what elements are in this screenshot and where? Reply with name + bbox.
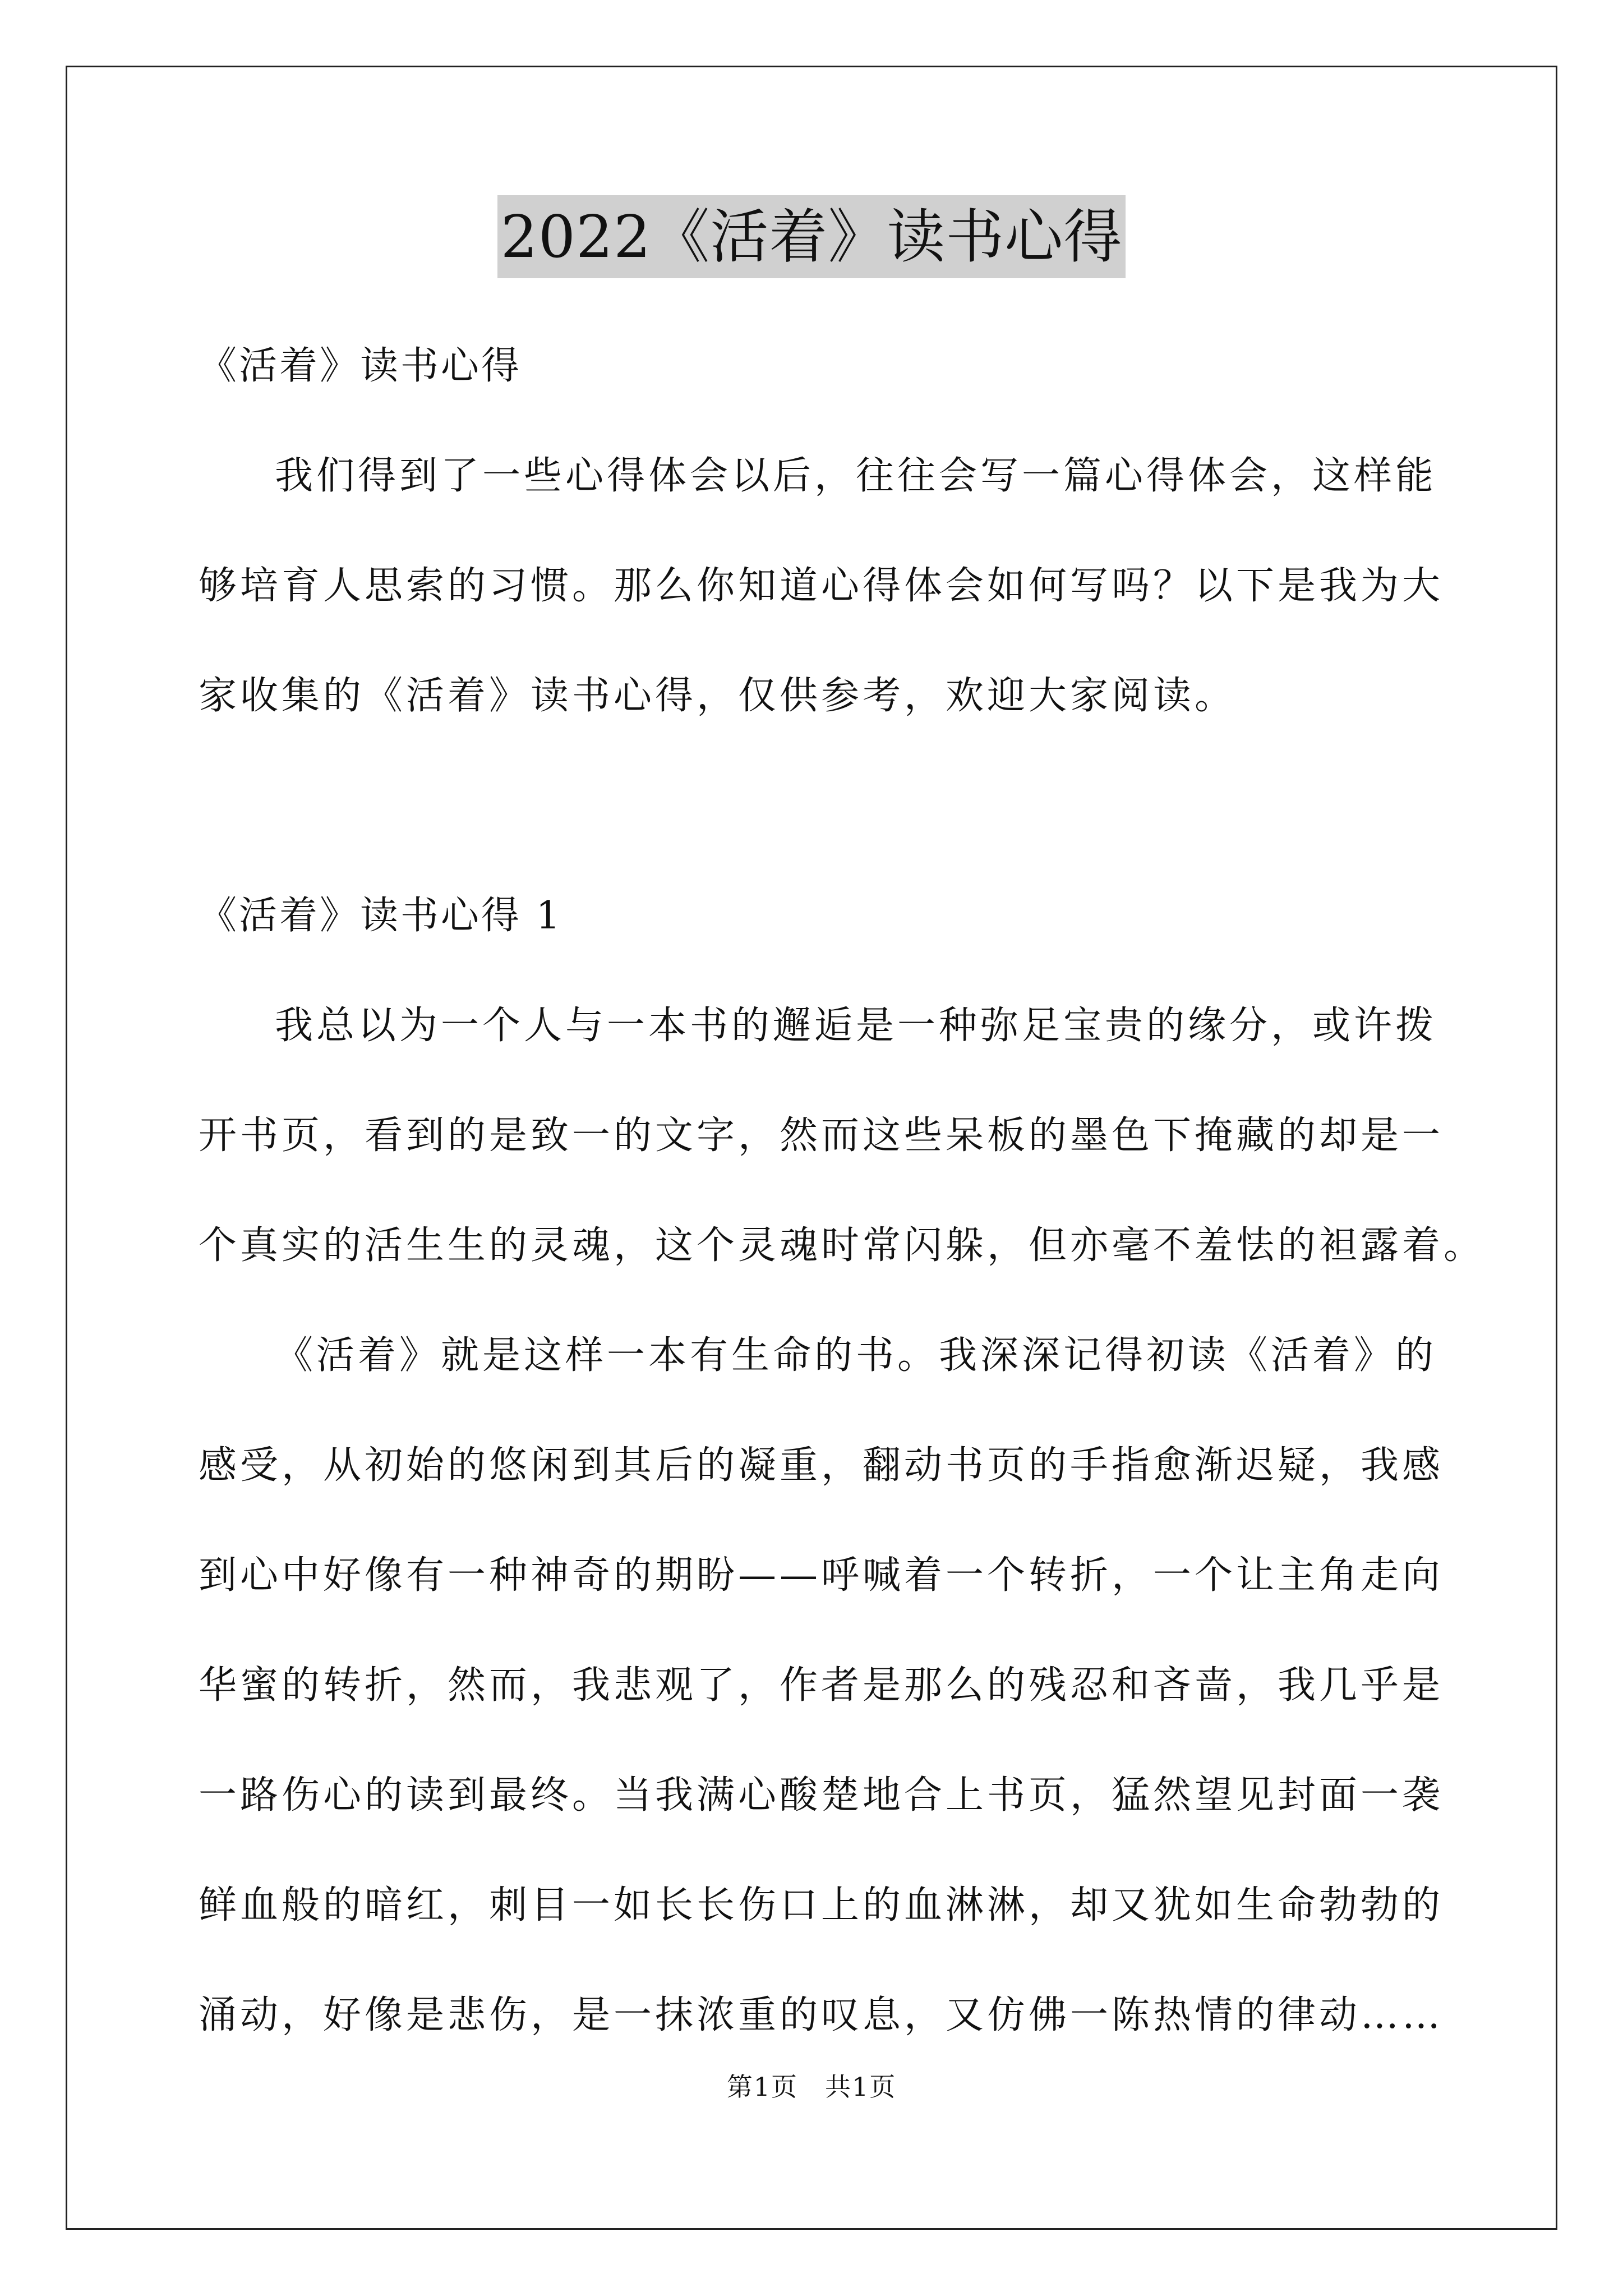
paragraph-2-line-6: 鲜血般的暗红，刺目一如长长伤口上的血淋淋，却又犹如生命勃勃的 xyxy=(199,1883,1444,1927)
paragraph-2-line-7: 涌动，好像是悲伤，是一抹浓重的叹息，又仿佛一陈热情的律动…… xyxy=(199,1993,1444,2037)
paragraph-2-line-4: 华蜜的转折，然而，我悲观了，作者是那么的残忍和吝啬，我几乎是 xyxy=(199,1663,1444,1708)
document-body xyxy=(199,311,1486,2070)
section-heading-2: 《活着》读书心得 1 xyxy=(199,894,562,938)
intro-line-3: 家收集的《活着》读书心得，仅供参考，欢迎大家阅读。 xyxy=(199,674,1237,718)
section-heading-1: 《活着》读书心得 xyxy=(199,344,522,388)
section-spacer xyxy=(199,751,1460,861)
page-number-footer: 第1页 共1页 xyxy=(726,2072,897,2102)
title-container xyxy=(0,195,1623,278)
document-title: 2022《活着》读书心得 xyxy=(497,195,1126,278)
intro-line-1: 我们得到了一些心得体会以后，往往会写一篇心得体会，这样能 xyxy=(275,454,1437,498)
paragraph-2-line-1: 《活着》就是这样一本有生命的书。我深深记得初读《活着》的 xyxy=(275,1333,1437,1378)
paragraph-2-line-3: 到心中好像有一种神奇的期盼——呼喊着一个转折，一个让主角走向 xyxy=(199,1553,1444,1598)
paragraph-2-line-5: 一路伤心的读到最终。当我满心酸楚地合上书页，猛然望见封面一袭 xyxy=(199,1773,1444,1818)
paragraph-1-line-3: 个真实的活生生的灵魂，这个灵魂时常闪躲，但亦毫不羞怯的袒露着。 xyxy=(199,1223,1486,1268)
paragraph-2-line-2: 感受，从初始的悠闲到其后的凝重，翻动书页的手指愈渐迟疑，我感 xyxy=(199,1443,1444,1488)
paragraph-1-line-2: 开书页，看到的是致一的文字，然而这些呆板的墨色下掩藏的却是一 xyxy=(199,1114,1444,1158)
paragraph-1-line-1: 我总以为一个人与一本书的邂逅是一种弥足宝贵的缘分，或许拨 xyxy=(275,1004,1437,1048)
intro-line-2: 够培育人思索的习惯。那么你知道心得体会如何写吗？以下是我为大 xyxy=(199,564,1444,608)
